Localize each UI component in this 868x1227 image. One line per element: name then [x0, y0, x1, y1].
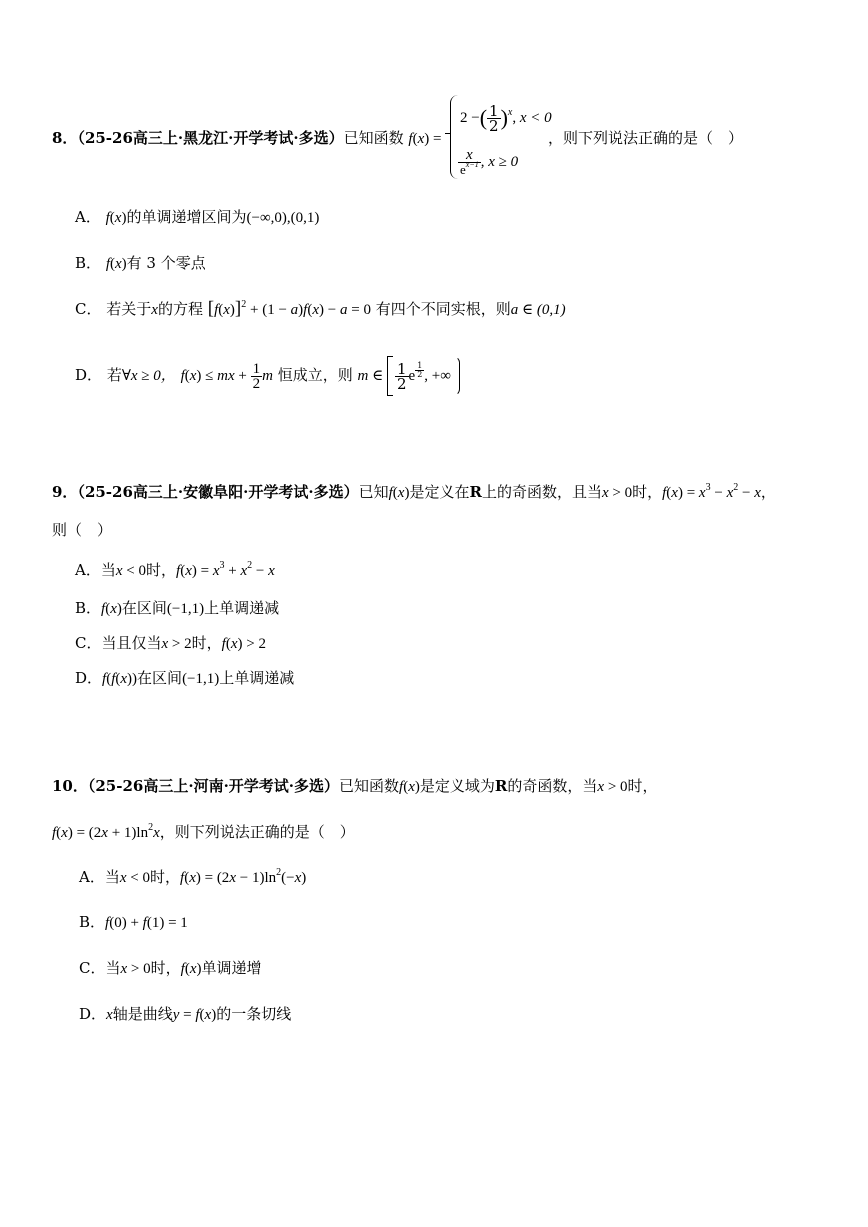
q8-a-interval: (−∞,0),(0,1) [246, 210, 320, 226]
q8-option-d: D． 若∀x ≥ 0， f(x) ≤ mx + $\frac{1}{2}$ m 恒成立，则 m ∈ $\frac{1}{2}$ e $^{\frac{1}{2}}$ , +∞ [75, 356, 460, 396]
q8-a-label: A． [75, 208, 101, 226]
q9-option-b: B．f(x)在区间(−1,1)上单调递减 [75, 599, 280, 617]
q8-number: 8． [52, 129, 78, 147]
q10-number: 10． [52, 777, 88, 795]
q8-stem-suffix: ，则下列说法正确的是（ ） [548, 129, 744, 147]
q8-option-c: C． 若关于x的方程 $[f(x)]^2 + (1 - a)f(x) - a = 0$ 有四个不同实根，则a ∈ (0,1) [75, 298, 566, 319]
q8-b-text: 有 3 个零点 [126, 254, 206, 272]
q10-option-a: A．当x < 0时，$f(x) = (2x - 1)\ln^2(-x)$ [79, 867, 307, 886]
q9-tag: （25-26高三上·安徽阜阳·开学考试·多选） [77, 483, 359, 501]
q8-stem [52, 128, 441, 149]
q8-fx: f(x) = [408, 131, 442, 147]
q8-tag: （25-26高三上·黑龙江·开学考试·多选） [77, 129, 344, 147]
q9-stem-line2: 则（ ） [52, 521, 113, 539]
q8-b-label: B． [75, 254, 102, 272]
q8-c-label: C． [75, 300, 102, 318]
q8-a-text: 的单调递增区间为 [126, 208, 247, 226]
q9-option-a: A．当x < 0时，$f(x) = x^3 + x^2 - x$ [75, 560, 275, 579]
q10-stem-line2: $f(x) = (2x + 1)\ln^2x$，则下列说法正确的是（ ） [52, 822, 355, 841]
q10-option-b: B．f(0) + f(1) = 1 [79, 913, 188, 931]
q8-stem-prefix: 已知函数 [343, 129, 404, 147]
q9-option-c: C．当且仅当x > 2时，f(x) > 2 [75, 634, 266, 652]
q8-piece-2-cond: x ≥ 0 [488, 154, 519, 170]
q10-stem: 10．（25-26高三上·河南·开学考试·多选）已知函数f(x)是定义域为R的奇函数，当x > 0时， [52, 777, 658, 795]
q8-c-range: a ∈ (0,1) [510, 302, 566, 318]
q9-stem: 9．（25-26高三上·安徽阜阳·开学考试·多选）已知f(x)是定义在R上的奇函数，且当x > 0时，$f(x) = x^3 - x^2 - x$， [52, 482, 776, 501]
q10-option-c: C．当x > 0时，f(x)单调递增 [79, 959, 262, 977]
q9-option-d: D．f(f(x))在区间(−1,1)上单调递减 [75, 669, 295, 687]
q8-piece-1: 2 −( $\frac{1}{2}$ )$^x$, x < 0 [460, 101, 552, 135]
q9-number: 9． [52, 483, 78, 501]
q8-piece-2: $\frac{x}{e^{x-1}}$ , x ≥ 0 [460, 146, 519, 177]
q10-tag: （25-26高三上·河南·开学考试·多选） [87, 777, 340, 795]
q8-d-label: D． [75, 366, 103, 384]
q8-option-a: A． f(x)的单调递增区间为(−∞,0),(0,1) [75, 208, 320, 226]
q10-option-d: D．x轴是曲线y = f(x)的一条切线 [79, 1005, 292, 1023]
q8-c-equation: $[f(x)]^2 + (1 - a)f(x) - a = 0$ [207, 298, 371, 319]
q8-piece-1-cond: x < 0 [519, 110, 552, 126]
q8-option-b: B． f(x)有 3 个零点 [75, 254, 206, 272]
